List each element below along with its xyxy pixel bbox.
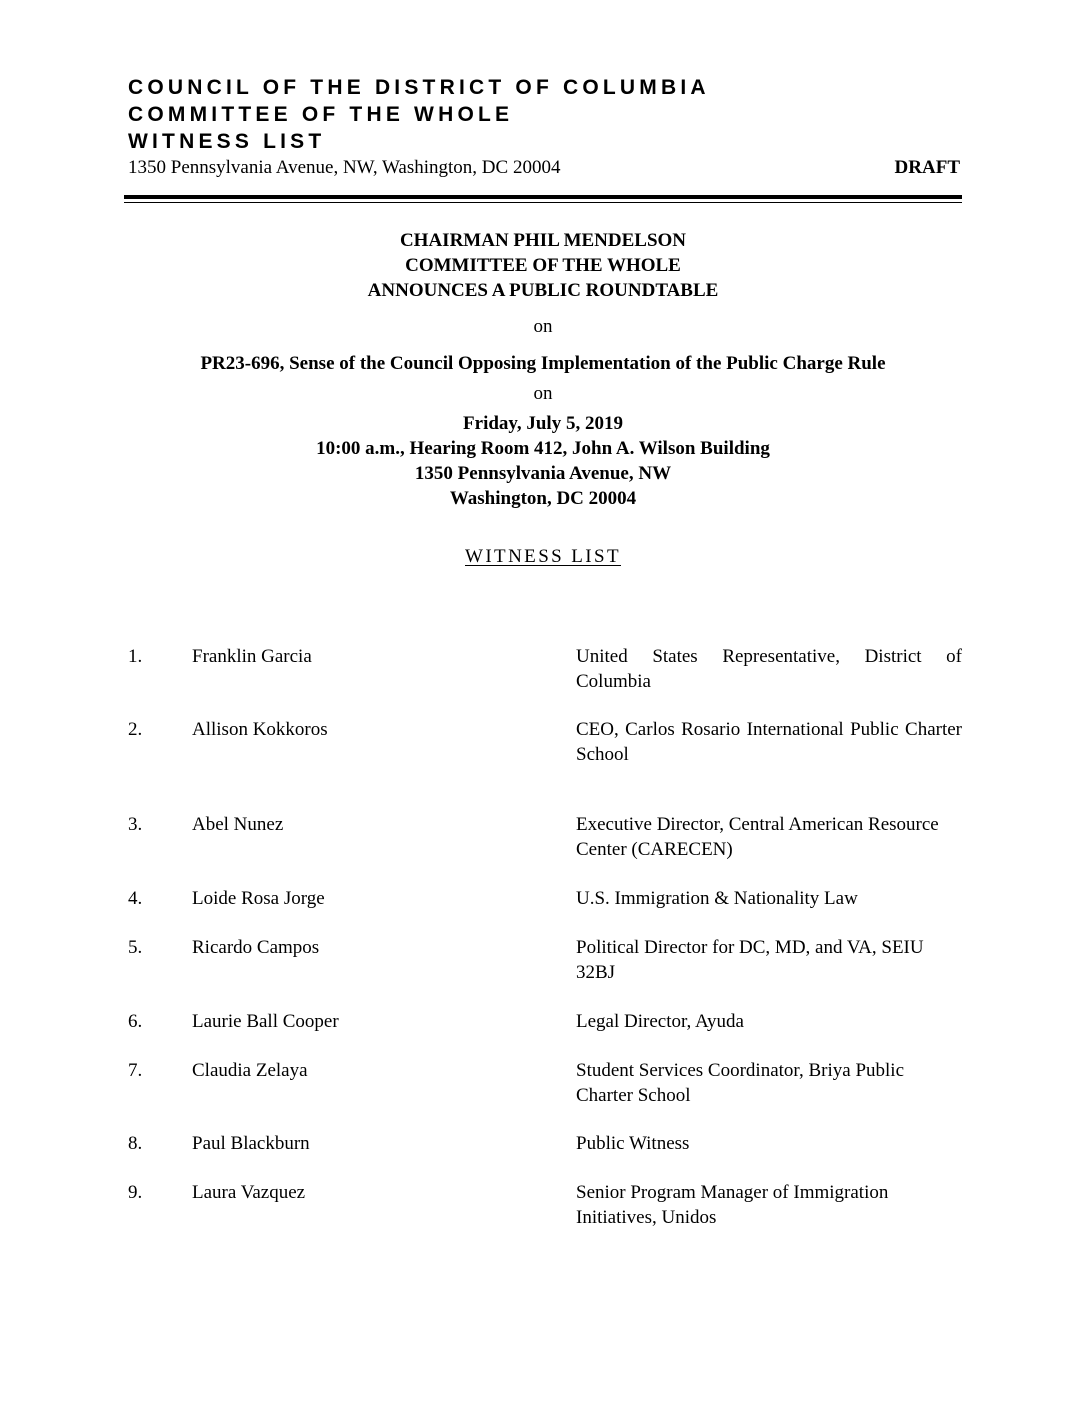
- witness-affiliation: Political Director for DC, MD, and VA, SEIU 32BJ: [576, 937, 924, 983]
- witness-number: 4.: [128, 888, 143, 909]
- witness-name: Allison Kokkoros: [192, 719, 328, 740]
- witness-name: Laura Vazquez: [192, 1182, 306, 1203]
- witness-name: Abel Nunez: [192, 814, 284, 835]
- measure-title: PR23-696, Sense of the Council Opposing Implementation of the Public Charge Rule: [200, 353, 886, 374]
- announcement-heading: [124, 228, 962, 303]
- witness-affiliation: United States Representative, District of Columbia: [576, 646, 962, 692]
- witness-affiliation: U.S. Immigration & Nationality Law: [576, 888, 858, 909]
- hearing-city: Washington, DC 20004: [449, 488, 637, 509]
- hearing-time-room: 10:00 a.m., Hearing Room 412, John A. Wilson Building: [316, 438, 770, 459]
- on-connector-1: on: [533, 316, 553, 337]
- witness-name: Ricardo Campos: [192, 937, 320, 958]
- witness-affiliation: CEO, Carlos Rosario International Public Charter School: [576, 719, 962, 765]
- draft-label: DRAFT: [894, 157, 960, 178]
- witness-affiliation: Legal Director, Ayuda: [576, 1011, 744, 1032]
- witness-number: 5.: [128, 937, 143, 958]
- committee-line: COMMITTEE OF THE WHOLE: [405, 255, 681, 276]
- witness-name: Laurie Ball Cooper: [192, 1011, 339, 1032]
- header-rule-thick: [124, 195, 962, 199]
- council-name: COUNCIL OF THE DISTRICT OF COLUMBIA: [128, 76, 710, 99]
- witness-affiliation: Executive Director, Central American Resource Center (CARECEN): [576, 814, 939, 860]
- committee-name: COMMITTEE OF THE WHOLE: [128, 103, 514, 126]
- witness-name: Franklin Garcia: [192, 646, 312, 667]
- witness-number: 6.: [128, 1011, 143, 1032]
- witness-affiliation: Public Witness: [576, 1133, 690, 1154]
- witness-affiliation: Student Services Coordinator, Briya Public Charter School: [576, 1060, 905, 1106]
- hearing-details: [124, 411, 962, 511]
- header-rule-thin: [124, 202, 962, 203]
- hearing-street: 1350 Pennsylvania Avenue, NW: [414, 463, 672, 484]
- witness-list-heading-text: WITNESS LIST: [465, 546, 621, 567]
- on-connector-2: on: [533, 383, 553, 404]
- document-type: WITNESS LIST: [128, 130, 326, 153]
- witness-name: Loide Rosa Jorge: [192, 888, 325, 909]
- witness-number: 8.: [128, 1133, 143, 1154]
- witness-number: 1.: [128, 646, 143, 667]
- hearing-date: Friday, July 5, 2019: [463, 413, 623, 434]
- witness-list-heading: [124, 545, 962, 569]
- letterhead: [128, 74, 962, 180]
- council-address: 1350 Pennsylvania Avenue, NW, Washington, DC 20004: [128, 157, 561, 178]
- witness-number: 2.: [128, 719, 143, 740]
- witness-name: Paul Blackburn: [192, 1133, 310, 1154]
- announces-line: ANNOUNCES A PUBLIC ROUNDTABLE: [367, 280, 719, 301]
- chairman-line: CHAIRMAN PHIL MENDELSON: [399, 230, 687, 251]
- witness-name: Claudia Zelaya: [192, 1060, 308, 1081]
- address-row: [128, 156, 962, 180]
- witness-number: 9.: [128, 1182, 143, 1203]
- witness-number: 3.: [128, 814, 143, 835]
- witness-number: 7.: [128, 1060, 143, 1081]
- witness-affiliation: Senior Program Manager of Immigration Initiatives, Unidos: [576, 1182, 889, 1228]
